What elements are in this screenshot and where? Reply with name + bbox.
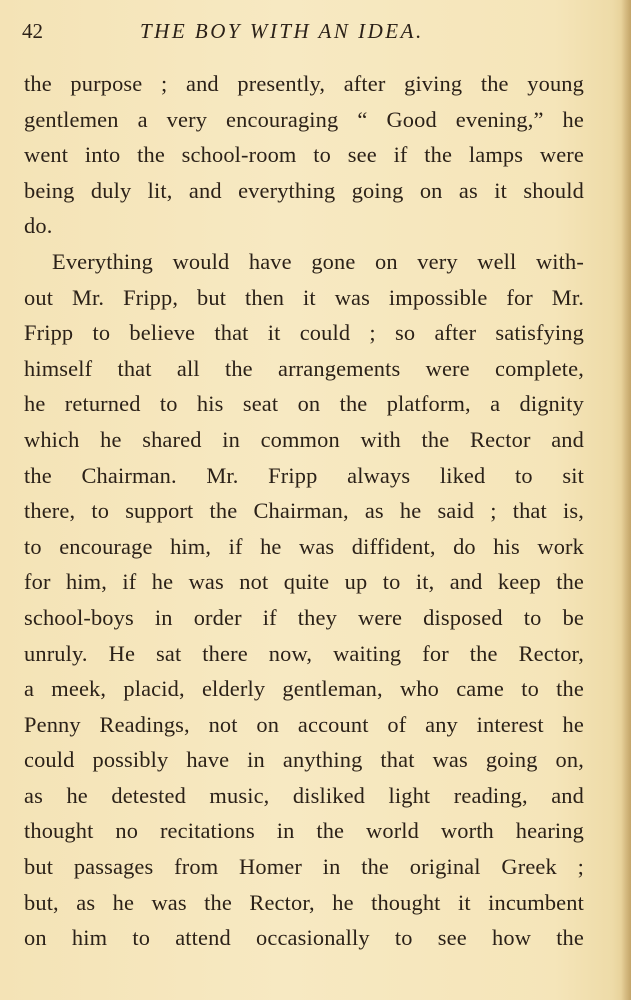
- text-line: there, to support the Chairman, as he said ; that is,: [24, 498, 584, 524]
- text-line: for him, if he was not quite up to it, and keep the: [24, 569, 584, 595]
- running-head: [22, 16, 612, 46]
- text-body: [24, 66, 584, 956]
- page-edge-shadow: [621, 0, 631, 1000]
- page-number: 42: [22, 19, 43, 43]
- text-line: to encourage him, if he was diffident, do his work: [24, 533, 584, 559]
- text-line: Fripp to believe that it could ; so after satisfying: [24, 320, 584, 346]
- text-line: unruly. He sat there now, waiting for the Rector,: [24, 640, 584, 666]
- text-line: out Mr. Fripp, but then it was impossible for Mr.: [24, 284, 584, 310]
- text-line: which he shared in common with the Rector and: [24, 426, 584, 452]
- text-line: gentlemen a very encouraging “ Good evening,” he: [24, 106, 584, 132]
- text-line: the purpose ; and presently, after giving the young: [24, 71, 584, 96]
- text-line: went into the school-room to see if the lamps were: [24, 142, 584, 168]
- text-line: as he detested music, disliked light reading, and: [24, 782, 584, 808]
- text-line: do.: [24, 213, 53, 239]
- text-line: he returned to his seat on the platform, a dignity: [24, 391, 584, 417]
- text-line: Everything would have gone on very well with-: [52, 248, 584, 274]
- text-line: could possibly have in anything that was going on,: [24, 747, 584, 773]
- text-line: Penny Readings, not on account of any interest he: [24, 711, 584, 737]
- text-line: a meek, placid, elderly gentleman, who came to the: [24, 676, 584, 702]
- text-line: but passages from Homer in the original Greek ;: [24, 854, 584, 880]
- text-line: being duly lit, and everything going on as it should: [24, 177, 584, 203]
- text-line: but, as he was the Rector, he thought it incumbent: [24, 889, 584, 915]
- text-line: the Chairman. Mr. Fripp always liked to sit: [24, 462, 584, 488]
- text-line: himself that all the arrangements were complete,: [24, 355, 584, 381]
- running-head-title: THE BOY WITH AN IDEA.: [140, 19, 424, 43]
- text-line: on him to attend occasionally to see how the: [24, 925, 584, 951]
- text-line: thought no recitations in the world worth hearing: [24, 818, 584, 844]
- text-line: school-boys in order if they were disposed to be: [24, 604, 584, 630]
